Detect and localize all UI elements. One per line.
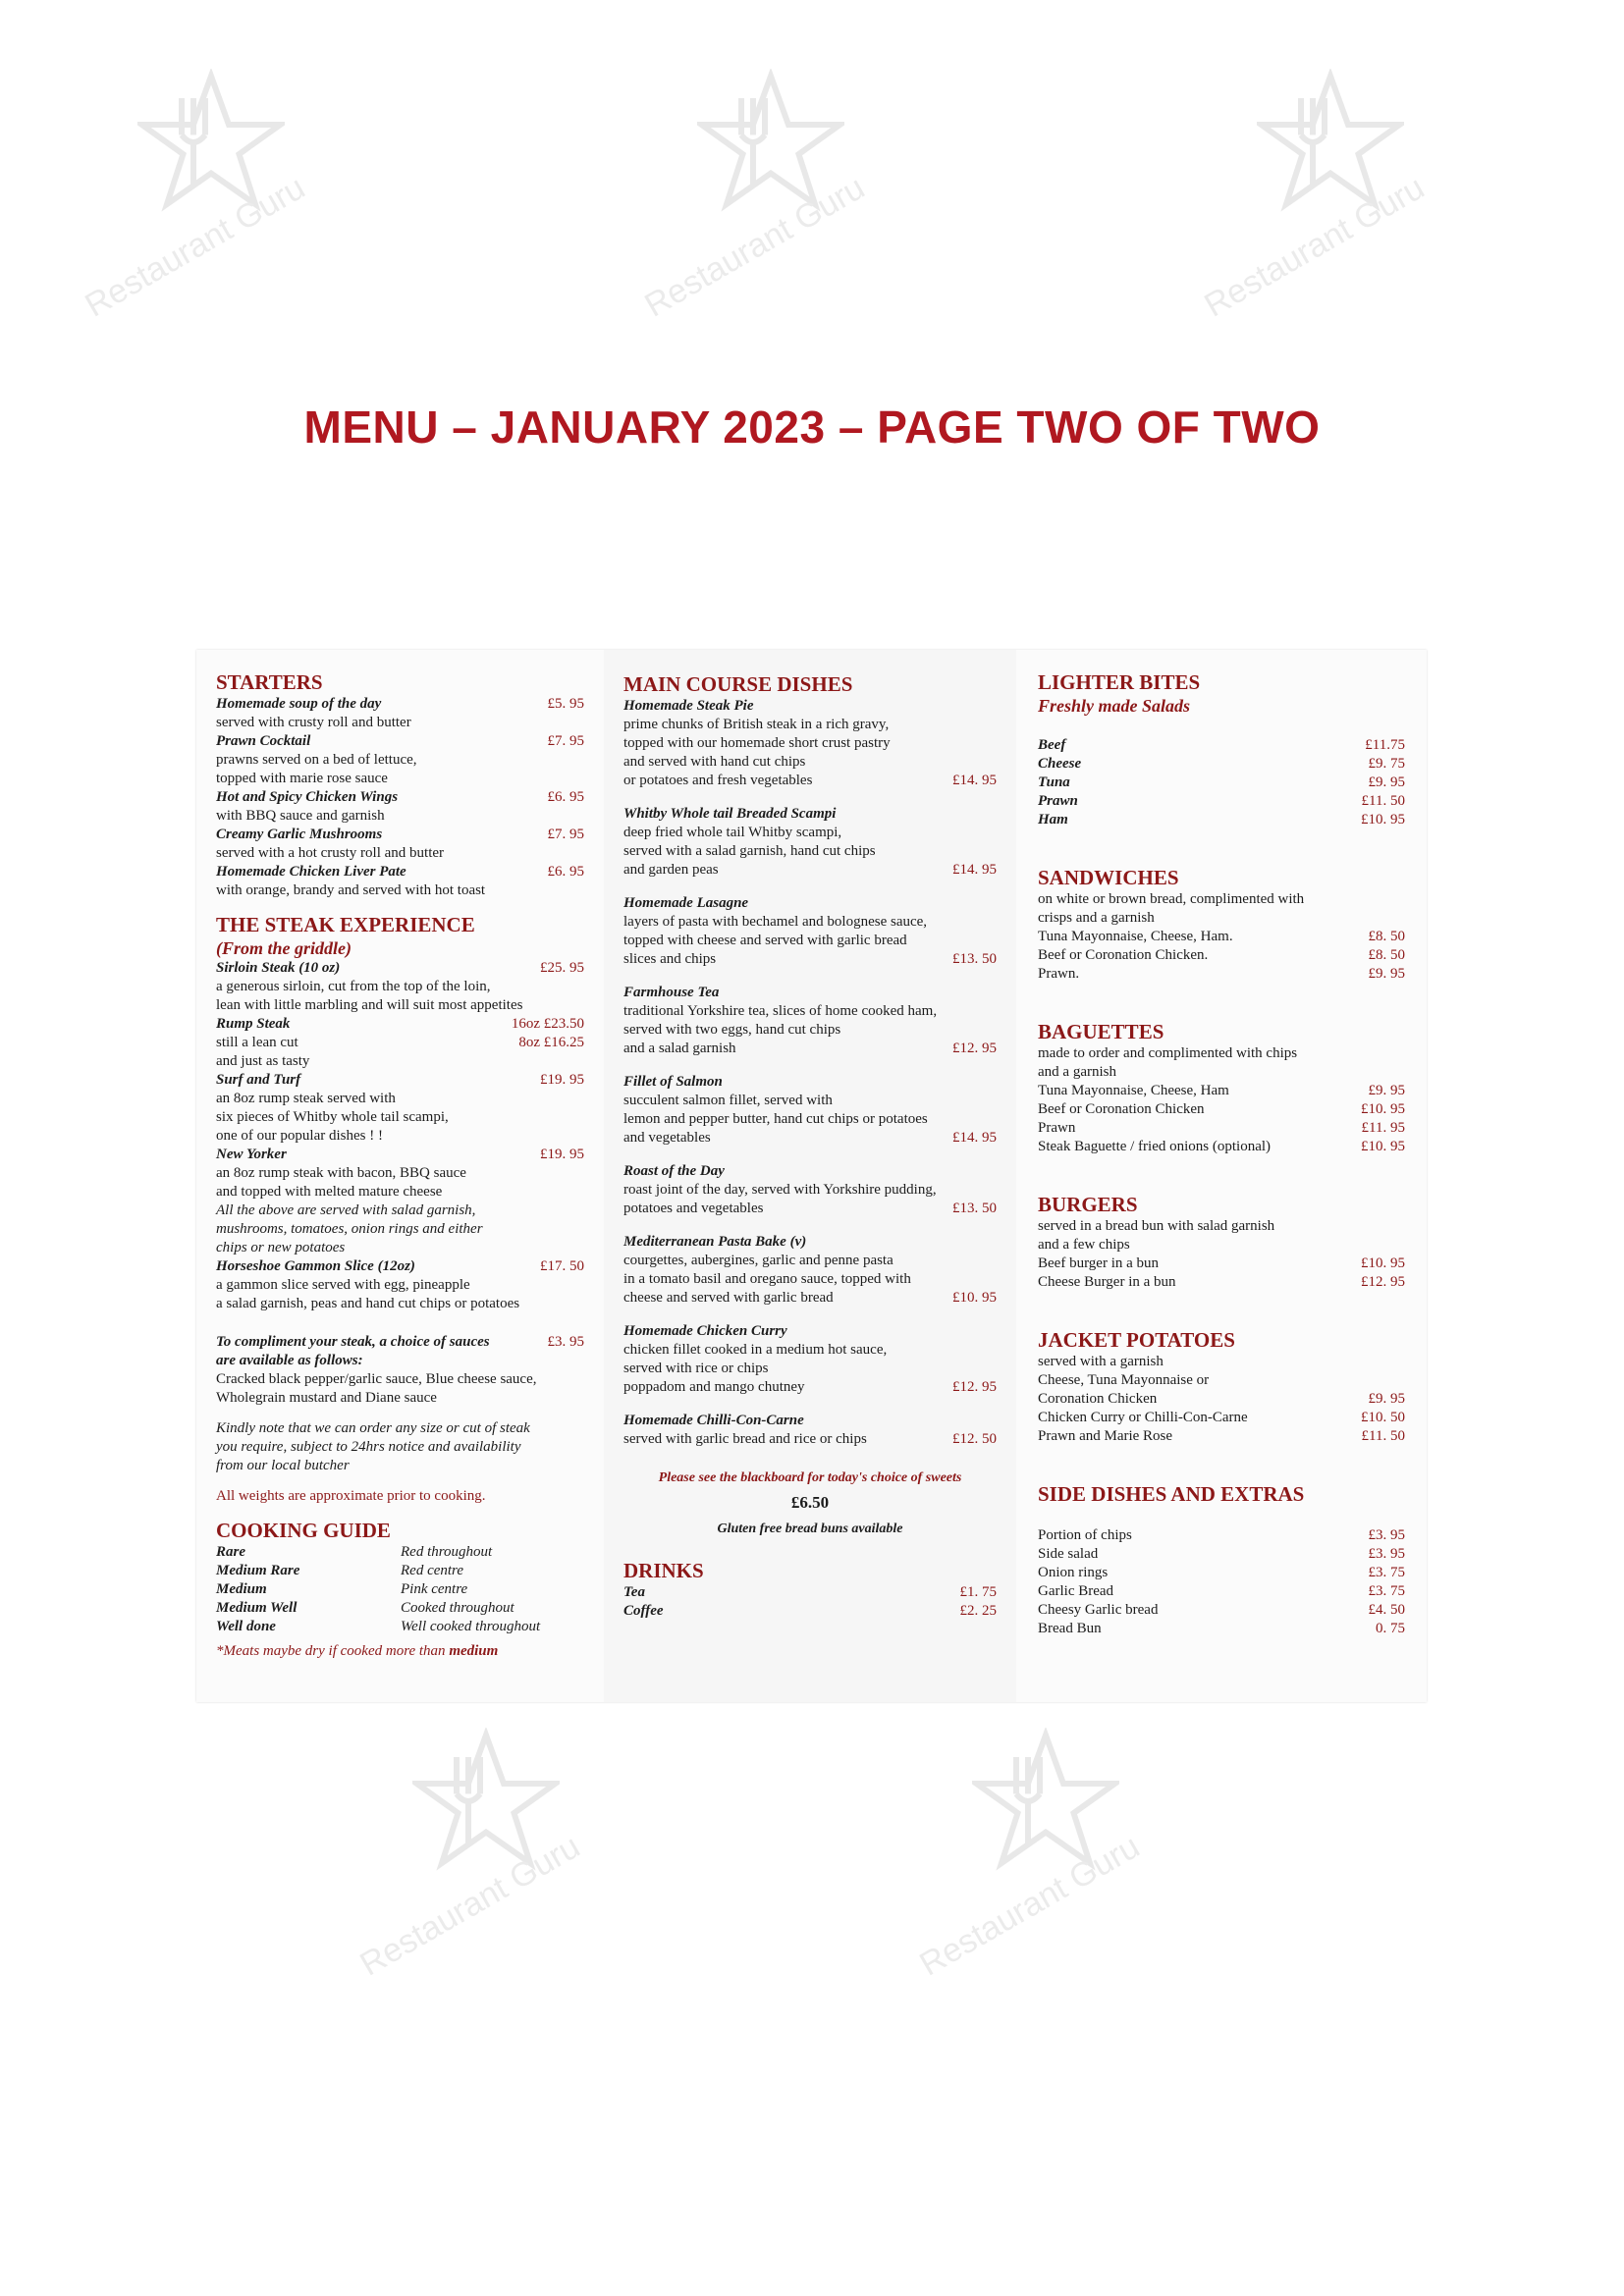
menu-item-header [216,959,584,978]
menu-item-price: £5. 95 [547,696,584,712]
watermark: Restaurant Guru [1188,69,1463,324]
menu-row [1038,1138,1405,1156]
menu-row [1038,1601,1405,1620]
menu-item [623,805,997,880]
menu-row-name: Beef [1038,737,1066,753]
menu-item-desc: succulent salmon fillet, served with [623,1093,833,1108]
menu-row [1038,1409,1405,1427]
menu-row-price: £3. 95 [1368,1527,1405,1543]
menu-item-price: £13. 50 [952,951,997,967]
mains-list [623,697,997,1449]
menu-row [1038,965,1405,984]
menu-item-desc: an 8oz rump steak served with [216,1091,396,1106]
menu-item-desc: served with two eggs, hand cut chips [623,1022,841,1038]
menu-panel-middle [604,650,1016,1702]
menu-row-name: Beef or Coronation Chicken. [1038,947,1209,963]
menu-item-desc: traditional Yorkshire tea, slices of home cooked ham, [623,1003,938,1019]
menu-item [623,1073,997,1148]
menu-row [1038,811,1405,829]
menu-item-name: Homemade Chicken Liver Pate [216,864,406,880]
menu-row-price: £3. 95 [1368,1546,1405,1562]
menu-item-desc: one of our popular dishes ! ! [216,1128,383,1144]
menu-item-desc: courgettes, aubergines, garlic and penne pasta [623,1253,893,1268]
menu-row-name: Steak Baguette / fried onions (optional) [1038,1139,1272,1154]
menu-row-name: Beef or Coronation Chicken [1038,1101,1205,1117]
menu-item [216,695,584,732]
cooking-guide-title: COOKING GUIDE [216,1519,391,1542]
menu-row-price: £9. 95 [1368,774,1405,790]
menu-item-desc: served with rice or chips [623,1361,769,1376]
menu-row-name: Garlic Bread [1038,1583,1114,1599]
sides-title: SIDE DISHES AND EXTRAS [1038,1482,1305,1506]
menu-row [623,1602,997,1621]
menu-item-desc: and topped with melted mature cheese [216,1184,443,1200]
menu-item-desc: and vegetables [623,1130,711,1146]
menu-row [1038,1427,1405,1446]
cooking-footnote: *Meats maybe dry if cooked more than medium [216,1643,499,1659]
menu-item-name: Homemade soup of the day [216,696,382,712]
menu-item-desc: poppadom and mango chutney [623,1379,805,1395]
menu-item-price: £12. 50 [952,1431,997,1447]
menu-item-price: 16oz £23.50 [511,1016,584,1032]
menu-row-name: Cheesy Garlic bread [1038,1602,1159,1618]
menu-row [623,1583,997,1602]
drinks-title: DRINKS [623,1559,704,1582]
menu-item-desc: a generous sirloin, cut from the top of the loin, [216,979,491,994]
menu-item-last-line [623,772,997,790]
menu-item-desc: served with garlic bread and rice or chips [623,1431,867,1447]
menu-row [1038,1119,1405,1138]
starters-title: STARTERS [216,670,323,694]
menu-item-name: Hot and Spicy Chicken Wings [216,789,399,805]
menu-row-price: £10. 95 [1361,1139,1405,1154]
menu-item-desc: and served with hand cut chips [623,754,806,770]
menu-item-price: £14. 95 [952,1130,997,1146]
menu-item-desc: and garden peas [623,862,719,878]
menu-item-price: £6. 95 [547,789,584,805]
steak-subtitle: (From the griddle) [216,938,352,958]
menu-item-price: £25. 95 [540,960,584,976]
sweets-note: Please see the blackboard for today's choice of sweets [658,1470,962,1485]
lighter-bites-title: LIGHTER BITES [1038,670,1201,694]
menu-item [623,1412,997,1449]
menu-row-name: Coronation Chicken [1038,1391,1158,1407]
menu-row [1038,1545,1405,1564]
sweets-price: £6.50 [790,1493,830,1512]
menu-row-name: Prawn [1038,1120,1076,1136]
menu-row [1038,1390,1405,1409]
menu-row-price: £10. 95 [1361,812,1405,828]
price: £17. 50 [540,1258,584,1274]
drinks-list [623,1583,997,1621]
menu-item-desc: still a lean cut [216,1035,298,1050]
menu-row-name: Onion rings [1038,1565,1109,1580]
menu-item-header [216,695,584,714]
menu-row [1038,1526,1405,1545]
menu-row-name: Ham [1038,812,1068,828]
menu-row-price: £9. 95 [1368,966,1405,982]
menu-row-price: £8. 50 [1368,929,1405,944]
menu-item-name: Homemade Chilli-Con-Carne [623,1413,804,1428]
menu-item-header [216,788,584,807]
menu-item-desc: topped with marie rose sauce [216,771,388,786]
menu-item [216,863,584,900]
menu-item-name: Mediterranean Pasta Bake (v) [623,1234,807,1250]
menu-item-name: Creamy Garlic Mushrooms [216,827,383,842]
menu-item-desc: with BBQ sauce and garnish [216,808,385,824]
menu-item-name: Surf and Turf [216,1072,301,1088]
menu-item [623,697,997,790]
menu-row-name: Cheese Burger in a bun [1038,1274,1176,1290]
order-note: Kindly note that we can order any size or cut of steak you require, subject to 24hrs notice and availability from our local butcher [216,1420,530,1473]
menu-row-name: Tuna Mayonnaise, Cheese, Ham. [1038,929,1233,944]
menu-item-desc: topped with cheese and served with garlic bread [623,933,907,948]
menu-item-last-line [623,1378,997,1397]
menu-row-price: £9. 75 [1368,756,1405,772]
menu-item-desc: and a salad garnish [623,1041,736,1056]
menu-item-name: Roast of the Day [623,1163,725,1179]
menu-item-desc: lean with little marbling and will suit most appetites [216,997,523,1013]
menu-item-name: Prawn Cocktail [216,733,311,749]
sandwiches-list [1038,928,1405,984]
menu-row-price: £11. 50 [1361,793,1405,809]
menu-row-price: £9. 95 [1368,1391,1405,1407]
menu-item-name: Fillet of Salmon [623,1074,723,1090]
menu-row-price: £11. 95 [1361,1120,1405,1136]
menu-row-name: Portion of chips [1038,1527,1132,1543]
menu-item-last-line [623,861,997,880]
menu-item-header [216,863,584,881]
sandwiches-title: SANDWICHES [1038,866,1179,889]
menu-item-header [216,1146,584,1164]
burgers-list [1038,1255,1405,1292]
menu-item-price-alt: 8oz £16.25 [518,1035,584,1050]
garnish-note: All the above are served with salad garnish, mushrooms, tomatoes, onion rings and either chips or new potatoes [216,1202,483,1255]
watermark: Restaurant Guru [903,1728,1178,1983]
menu-item-last-line [623,1040,997,1058]
menu-item [216,1015,584,1071]
menu-row-name: Prawn and Marie Rose [1038,1428,1173,1444]
menu-item-desc: prime chunks of British steak in a rich gravy, [623,717,890,732]
menu-row-price: £11. 50 [1361,1428,1405,1444]
menu-row-price: £8. 50 [1368,947,1405,963]
menu-panel-right: LIGHTER BITES Freshly made Salads Beef £11.75 Cheese £9. 75 Tuna £9. 95 Prawn £11. 50 Ham £10. 95 SANDWICHES on white or brown bread, complimented with crisps and a garnish Tuna Mayonnaise, Cheese, Ham. £8. 50 Beef or Coronation Chicken. £8. 50 Prawn. £9. 95 BAGUETTES made to order and complimented with chips and a garnish Tuna Mayonnaise, Cheese, Ham £9. 95 Beef or Coronation Chicken £10. 95 Prawn £11. 95 Steak Baguette / fried onions (optional) £10. 95 BURGERS served in a bread bun with salad garnish and a few chips Beef burger in a bun £10. 95 Cheese Burger in a bun £12. 95 JACKET POTATOES served with a garnish Cheese, Tuna Mayonnaise or Coronation Chicken £9. 95 Chicken Curry or Chilli-Con-Carne £10. 50 Prawn and Marie Rose £11. 50 SIDE DISHES AND EXTRAS Portion of chips £3. 95 Side salad £3. 95 Onion rings £3. 75 Garlic Bread £3. 75 Cheesy Garlic bread £4. 50 Bread Bun 0. 75 [1038,670,1405,1636]
menu-item-header [216,1071,584,1090]
menu-item-name: Homemade Steak Pie [623,698,754,714]
menu-row [1038,1564,1405,1582]
lighter-bites-subtitle: Freshly made Salads [1038,696,1191,716]
menu-item-price: £19. 95 [540,1072,584,1088]
menu-item-desc: in a tomato basil and oregano sauce, topped with [623,1271,911,1287]
menu-row-price: £2. 25 [959,1603,997,1619]
weights-note: All weights are approximate prior to cooking. [216,1488,486,1504]
menu-row-name: Bread Bun [1038,1621,1102,1636]
menu-item [623,1233,997,1308]
menu-item-price: £6. 95 [547,864,584,880]
mains-title: MAIN COURSE DISHES [623,672,853,696]
cooking-guide-table: Rare Red throughout Medium Rare Red centre Medium Pink centre Medium Well Cooked throughout Well done Well cooked throughout [216,1544,541,1634]
menu-item-desc: cheese and served with garlic bread [623,1290,834,1306]
menu-row-name: Tuna [1038,774,1070,790]
menu-row [1038,1582,1405,1601]
menu-item-price: £12. 95 [952,1379,997,1395]
menu-item-price: £7. 95 [547,827,584,842]
menu-row [1038,1255,1405,1273]
menu-item-price: £19. 95 [540,1147,584,1162]
menu-item-header [216,826,584,844]
baguettes-list [1038,1082,1405,1156]
menu-item-last-line [623,1289,997,1308]
menu-row [1038,774,1405,792]
menu-item [623,1322,997,1397]
menu-item [216,826,584,863]
menu-item [623,1162,997,1218]
menu-item-name: Whitby Whole tail Breaded Scampi [623,806,837,822]
menu-item [216,1071,584,1146]
menu-item-desc: six pieces of Whitby whole tail scampi, [216,1109,449,1125]
menu-item-price: £10. 95 [952,1290,997,1306]
watermark: Restaurant Guru [628,69,903,324]
menu-row-name: Tea [623,1584,645,1600]
menu-panel-left [196,650,604,1702]
menu-item-price: £14. 95 [952,773,997,788]
menu-row-name: Prawn. [1038,966,1080,982]
menu-item-desc: served with a salad garnish, hand cut chips [623,843,876,859]
menu-row-price: £4. 50 [1368,1602,1405,1618]
menu-item-desc: layers of pasta with bechamel and bolognese sauce, [623,914,928,930]
menu-row [1038,928,1405,946]
menu-item-desc: served with a hot crusty roll and butter [216,845,445,861]
menu-item-last-line [623,1129,997,1148]
menu-item [623,984,997,1058]
menu-item-name: Homemade Lasagne [623,895,749,911]
menu-row [1038,736,1405,755]
jacket-list [1038,1390,1405,1446]
menu-row-price: £12. 95 [1361,1274,1405,1290]
menu-row [1038,792,1405,811]
menu-row-name: Tuna Mayonnaise, Cheese, Ham [1038,1083,1229,1098]
menu-row [1038,755,1405,774]
menu-item-desc: chicken fillet cooked in a medium hot sauce, [623,1342,888,1358]
menu-item-name: Rump Steak [216,1016,291,1032]
menu-row-price: £9. 95 [1368,1083,1405,1098]
menu-item-price: £7. 95 [547,733,584,749]
steak-list [216,959,584,1201]
menu-item-name: Sirloin Steak (10 oz) [216,960,341,976]
menu-item-desc: served with crusty roll and butter [216,715,411,730]
menu-row-price: £3. 75 [1368,1565,1405,1580]
menu-row-name: Chicken Curry or Chilli-Con-Carne [1038,1410,1248,1425]
burgers-title: BURGERS [1038,1193,1138,1216]
menu-item-desc: lemon and pepper butter, hand cut chips or potatoes [623,1111,928,1127]
menu-row-name: Cheese [1038,756,1082,772]
starters-list [216,695,584,900]
menu-row-price: £10. 50 [1361,1410,1405,1425]
sauces-block: To compliment your steak, a choice of sauces £3. 95 are available as follows: Cracked black pepper/garlic sauce, Blue cheese sauce, Wholegrain mustard and Diane sauce [216,1334,584,1406]
menu-item-alt-price-row [216,1034,584,1052]
steak-title: THE STEAK EXPERIENCE [216,913,475,936]
menu-row-name: Beef burger in a bun [1038,1255,1160,1271]
menu-item-header [216,1015,584,1034]
menu-item-desc: or potatoes and fresh vegetables [623,773,813,788]
menu-row-name: Coffee [623,1603,664,1619]
baguettes-title: BAGUETTES [1038,1020,1164,1043]
menu-row [1038,1082,1405,1100]
menu-item-price: £13. 50 [952,1201,997,1216]
menu-item [216,732,584,788]
menu-item [216,959,584,1015]
menu-row-price: £10. 95 [1361,1255,1405,1271]
menu-item-desc: topped with our homemade short crust pastry [623,735,891,751]
menu-item-desc: and just as tasty [216,1053,310,1069]
gluten-note: Gluten free bread buns available [717,1522,903,1536]
menu-item-desc: with orange, brandy and served with hot toast [216,882,486,898]
menu-item-name: Farmhouse Tea [623,985,720,1000]
menu-item-desc: potatoes and vegetables [623,1201,764,1216]
menu-item-desc: roast joint of the day, served with Yorkshire pudding, [623,1182,937,1198]
menu-item-last-line [623,1430,997,1449]
menu-item-name: New Yorker [216,1147,287,1162]
salads-list [1038,736,1405,829]
menu-row [1038,1620,1405,1638]
menu-row-price: £11.75 [1365,737,1405,753]
menu-item-price: £12. 95 [952,1041,997,1056]
page-title: MENU – JANUARY 2023 – PAGE TWO OF TWO [303,401,1321,453]
menu-row [1038,946,1405,965]
menu-item [216,1146,584,1201]
menu-item [623,894,997,969]
menu-row-name: Prawn [1038,793,1078,809]
menu-row-price: £10. 95 [1361,1101,1405,1117]
menu-item-desc: an 8oz rump steak with bacon, BBQ sauce [216,1165,466,1181]
menu-item-desc: prawns served on a bed of lettuce, [216,752,417,768]
menu-item-desc: slices and chips [623,951,717,967]
menu-item-desc: deep fried whole tail Whitby scampi, [623,825,842,840]
menu-item-header [216,732,584,751]
menu-row [1038,1273,1405,1292]
menu-row-price: 0. 75 [1376,1621,1405,1636]
menu-item-last-line [623,950,997,969]
menu-item [216,788,584,826]
gammon-item: Horseshoe Gammon Slice (12oz) £17. 50 a gammon slice served with egg, pineapple a salad garnish, peas and hand cut chips or potatoes [216,1258,584,1311]
watermark: Restaurant Guru [344,1728,619,1983]
menu-sheet [196,650,1427,1702]
menu-item-price: £14. 95 [952,862,997,878]
menu-item-name: Homemade Chicken Curry [623,1323,787,1339]
watermark: Restaurant Guru [69,69,344,324]
menu-row-price: £1. 75 [959,1584,997,1600]
menu-row-name: Side salad [1038,1546,1099,1562]
sides-list [1038,1526,1405,1638]
menu-row [1038,1100,1405,1119]
menu-item-last-line [623,1200,997,1218]
jacket-title: JACKET POTATOES [1038,1328,1235,1352]
menu-row-price: £3. 75 [1368,1583,1405,1599]
